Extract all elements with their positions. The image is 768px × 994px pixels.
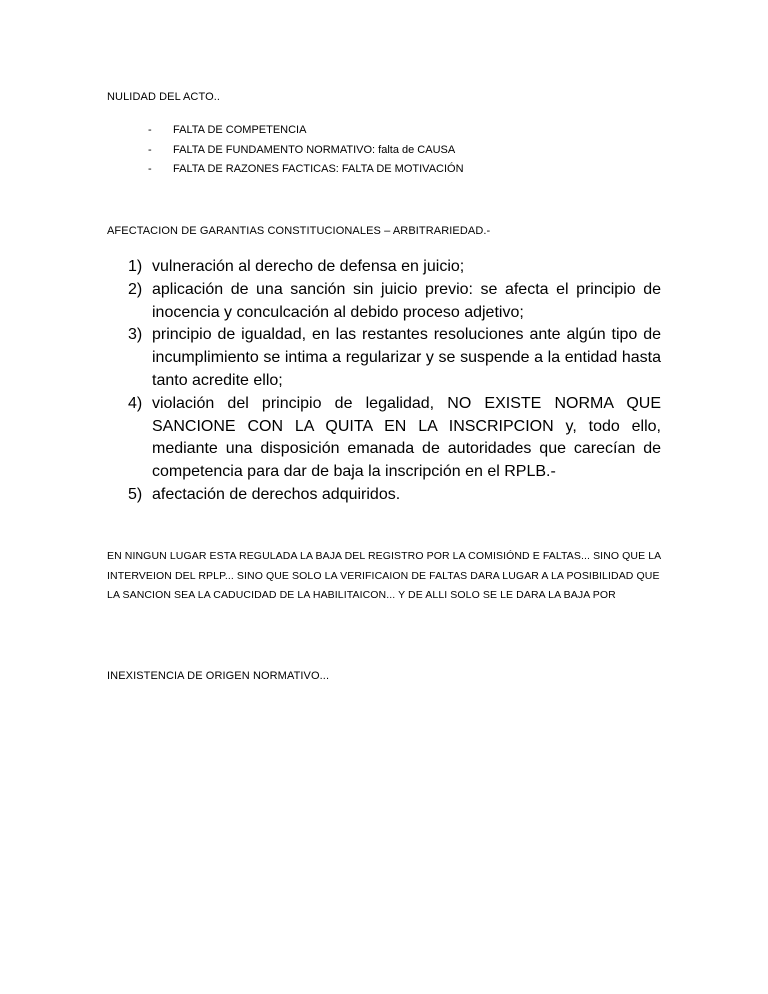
list-item-text: FALTA DE COMPETENCIA [173, 124, 307, 136]
list-item [148, 121, 464, 141]
heading-afectacion-garantias: AFECTACION DE GARANTIAS CONSTITUCIONALES – ARBITRARIEDAD.- [107, 225, 491, 237]
heading-inexistencia-origen-normativo: INEXISTENCIA DE ORIGEN NORMATIVO... [107, 670, 330, 682]
numbered-item [128, 279, 661, 325]
heading-nulidad-del-acto: NULIDAD DEL ACTO.. [107, 91, 221, 103]
dash-marker: - [148, 163, 152, 175]
item-number: 3) [128, 326, 143, 344]
item-text: vulneración al derecho de defensa en juicio; [152, 258, 465, 275]
dash-marker: - [148, 124, 152, 136]
list-item-text: FALTA DE RAZONES FACTICAS: FALTA DE MOTIVACIÓN [173, 163, 464, 175]
numbered-item [128, 324, 661, 392]
item-text: principio de igualdad, en las restantes resoluciones ante algún tipo de incumplimiento se intima a regularizar y se suspende a la entidad hasta tanto acredite ello; [152, 326, 661, 389]
list-item-text: FALTA DE FUNDAMENTO NORMATIVO: falta de CAUSA [173, 143, 456, 156]
item-number: 4) [128, 394, 143, 412]
item-text: afectación de derechos adquiridos. [152, 485, 401, 503]
numbered-item [128, 256, 661, 279]
item-number: 1) [128, 258, 143, 275]
numbered-list [128, 256, 661, 507]
numbered-item [128, 393, 661, 484]
list-item [148, 160, 464, 180]
list-item [148, 141, 464, 161]
item-number: 2) [128, 280, 143, 298]
causes-dash-list [148, 121, 464, 180]
item-text: violación del principio de legalidad, NO EXISTE NORMA QUE SANCIONE CON LA QUITA EN LA INSCRIPCION y, todo ello, mediante una disposición emanada de autoridades que carecían de competencia para dar de baja la inscripción en el RPLB.- [152, 394, 661, 481]
numbered-item [128, 484, 661, 507]
paragraph-baja-registro: EN NINGUN LUGAR ESTA REGULADA LA BAJA DEL REGISTRO POR LA COMISIÓND E FALTAS... SINO QUE LA INTERVEION DEL RPLP... SINO QUE SOLO LA VERIFICAION DE FALTAS DARA LUGAR A LA POSIBILIDAD QUE LA SANCION SEA LA CADUCIDAD DE LA HABILITAICON... Y DE ALLI SOLO SE LE DARA LA BAJA POR [107, 550, 661, 601]
item-number: 5) [128, 485, 143, 503]
item-text: aplicación de una sanción sin juicio previo: se afecta el principio de inocencia y conculcación al debido proceso adjetivo; [152, 280, 661, 321]
dash-marker: - [148, 143, 152, 156]
